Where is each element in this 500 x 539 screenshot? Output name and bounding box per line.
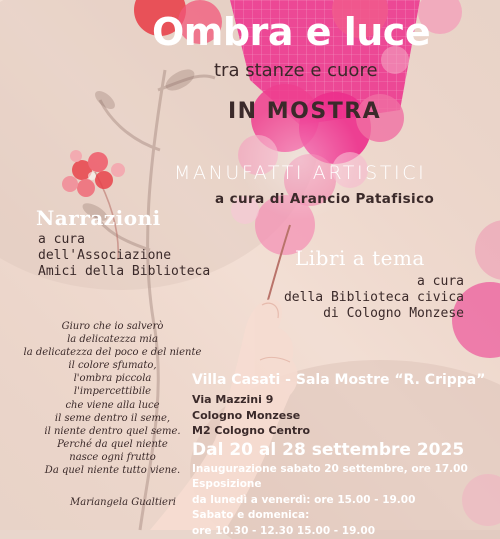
narrazioni-title: Narrazioni xyxy=(36,206,161,230)
manufatti-curator: a cura di Arancio Patafisico xyxy=(215,191,435,207)
address-line: M2 Cologno Centro xyxy=(192,424,311,437)
libri-curator-line: a cura xyxy=(417,274,464,289)
libri-title: Libri a tema xyxy=(295,246,425,270)
narrazioni-curator-line: dell'Associazione xyxy=(38,248,172,263)
poem-line: il seme dentro il seme, xyxy=(54,412,171,424)
venue-address xyxy=(192,392,310,439)
info-line: Sabato e domenica: xyxy=(192,509,310,522)
poem-line: il niente dentro quel seme. xyxy=(44,425,181,437)
venue-name: Villa Casati - Sala Mostre “R. Crippa” xyxy=(192,372,486,388)
poem-line: Giuro che io salverò xyxy=(61,321,164,332)
exhibit-dates: Dal 20 al 28 settembre 2025 xyxy=(192,440,465,460)
poster-title: Ombra e luce xyxy=(152,10,431,54)
libri-curator-line: della Biblioteca civica xyxy=(283,290,464,305)
manufatti-title: MANUFATTI ARTISTICI xyxy=(174,162,427,184)
info-line: Esposizione xyxy=(192,478,262,491)
poem-line: il colore sfumato, xyxy=(68,360,157,372)
opening-info xyxy=(192,462,468,539)
poem-line: che viene alla luce xyxy=(65,399,160,411)
poem-author: Mariangela Gualtieri xyxy=(70,497,176,508)
poem-line: la delicatezza mia xyxy=(67,334,158,346)
info-line: Inaugurazione sabato 20 settembre, ore 17.00 xyxy=(192,463,468,475)
narrazioni-curator xyxy=(38,232,210,280)
address-line: Via Mazzini 9 xyxy=(192,393,274,406)
narrazioni-curator-line: a cura xyxy=(38,232,85,247)
narrazioni-curator-line: Amici della Biblioteca xyxy=(38,264,211,279)
libri-curator xyxy=(284,274,464,322)
poem-line: l'impercettibile xyxy=(73,386,152,398)
poem-line: Perché da quel niente xyxy=(57,438,168,450)
poem-line: la delicatezza del poco e del niente xyxy=(23,347,202,359)
poem xyxy=(10,320,215,477)
address-line: Cologno Monzese xyxy=(192,408,301,422)
info-line: ore 10.30 - 12.30 15.00 - 19.00 xyxy=(192,524,376,537)
exhibit-label: IN MOSTRA xyxy=(228,99,382,124)
info-line: da lunedì a venerdì: ore 15.00 - 19.00 xyxy=(192,493,416,506)
libri-curator-line: di Cologno Monzese xyxy=(323,306,464,321)
poster-subtitle: tra stanze e cuore xyxy=(214,60,378,81)
poem-line: nasce ogni frutto xyxy=(69,451,156,463)
poem-line: l'ombra piccola xyxy=(73,373,152,385)
poem-line: Da quel niente tutto viene. xyxy=(44,465,181,477)
